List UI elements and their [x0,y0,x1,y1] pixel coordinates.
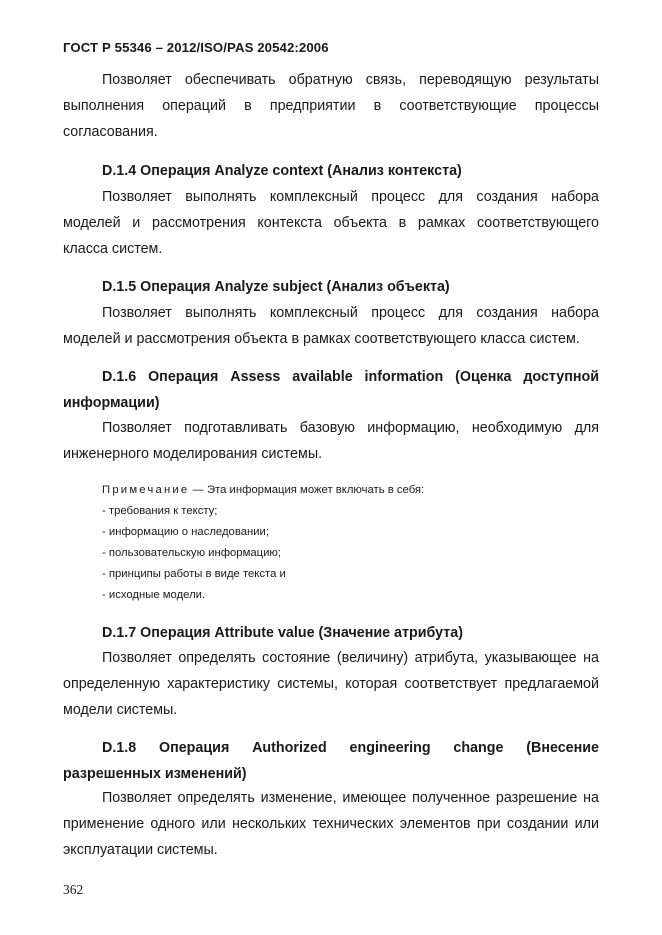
text-line: Позволяет подготавливать базовую информацию, необходимую для [102,420,599,436]
section-heading-d15: D.1.5 Операция Analyze subject (Анализ объекта) [102,279,450,295]
list-item: - информацию о наследовании; [102,526,269,538]
text-line: модели системы. [63,702,178,718]
text-line: Позволяет определять состояние (величину) атрибута, указывающее на [102,650,599,666]
note-label: Примечание [102,484,190,496]
text-line: моделей и рассмотрения объекта в рамках соответствующего класса систем. [63,331,580,347]
page-number: 362 [63,882,84,897]
heading-line: информации) [63,395,160,411]
text-line: выполнения операций в предприятии в соответствующие процессы [63,98,599,114]
heading-line: D.1.8 Операция Authorized engineering change (Внесение [102,740,599,756]
list-item: - исходные модели. [102,589,206,601]
text-line: Позволяет обеспечивать обратную связь, переводящую результаты [102,72,599,88]
heading-line: разрешенных изменений) [63,766,247,782]
text-line: класса систем. [63,241,163,257]
section-heading-d16 [63,364,599,416]
list-item: - пользовательскую информацию; [102,547,282,559]
list-item: - требования к тексту; [102,505,218,517]
paragraph-d14 [63,184,599,262]
text-line: Позволяет выполнять комплексный процесс для создания набора [102,189,599,205]
paragraph-d17 [63,645,599,723]
paragraph-d15 [63,300,599,352]
paragraph-d18 [63,785,599,863]
heading-line: D.1.6 Операция Assess available information (Оценка доступной [102,369,599,385]
paragraph-d16 [63,415,599,467]
list-item: - принципы работы в виде текста и [102,568,286,580]
text-line: моделей и рассмотрения контекста объекта в рамках соответствующего [63,215,599,231]
note-block [102,480,424,606]
paragraph-intro [63,67,599,145]
section-heading-d17: D.1.7 Операция Attribute value (Значение атрибута) [102,625,463,641]
text-line: определенную характеристику системы, которая соответствует предлагаемой [63,676,599,692]
note-intro-text: Эта информация может включать в себя: [206,484,425,496]
text-line: согласования. [63,124,158,140]
note-dash: — [189,484,207,496]
text-line: Позволяет определять изменение, имеющее полученное разрешение на [102,790,599,806]
text-line: эксплуатации системы. [63,842,218,858]
text-line: инженерного моделирования системы. [63,446,323,462]
note-intro [102,480,424,501]
section-heading-d18 [63,735,599,787]
document-header: ГОСТ Р 55346 – 2012/ISO/PAS 20542:2006 [63,40,329,55]
text-line: Позволяет выполнять комплексный процесс для создания набора [102,305,599,321]
section-heading-d14: D.1.4 Операция Analyze context (Анализ контекста) [102,163,462,179]
text-line: применение одного или нескольких технических элементов при создании или [63,816,599,832]
